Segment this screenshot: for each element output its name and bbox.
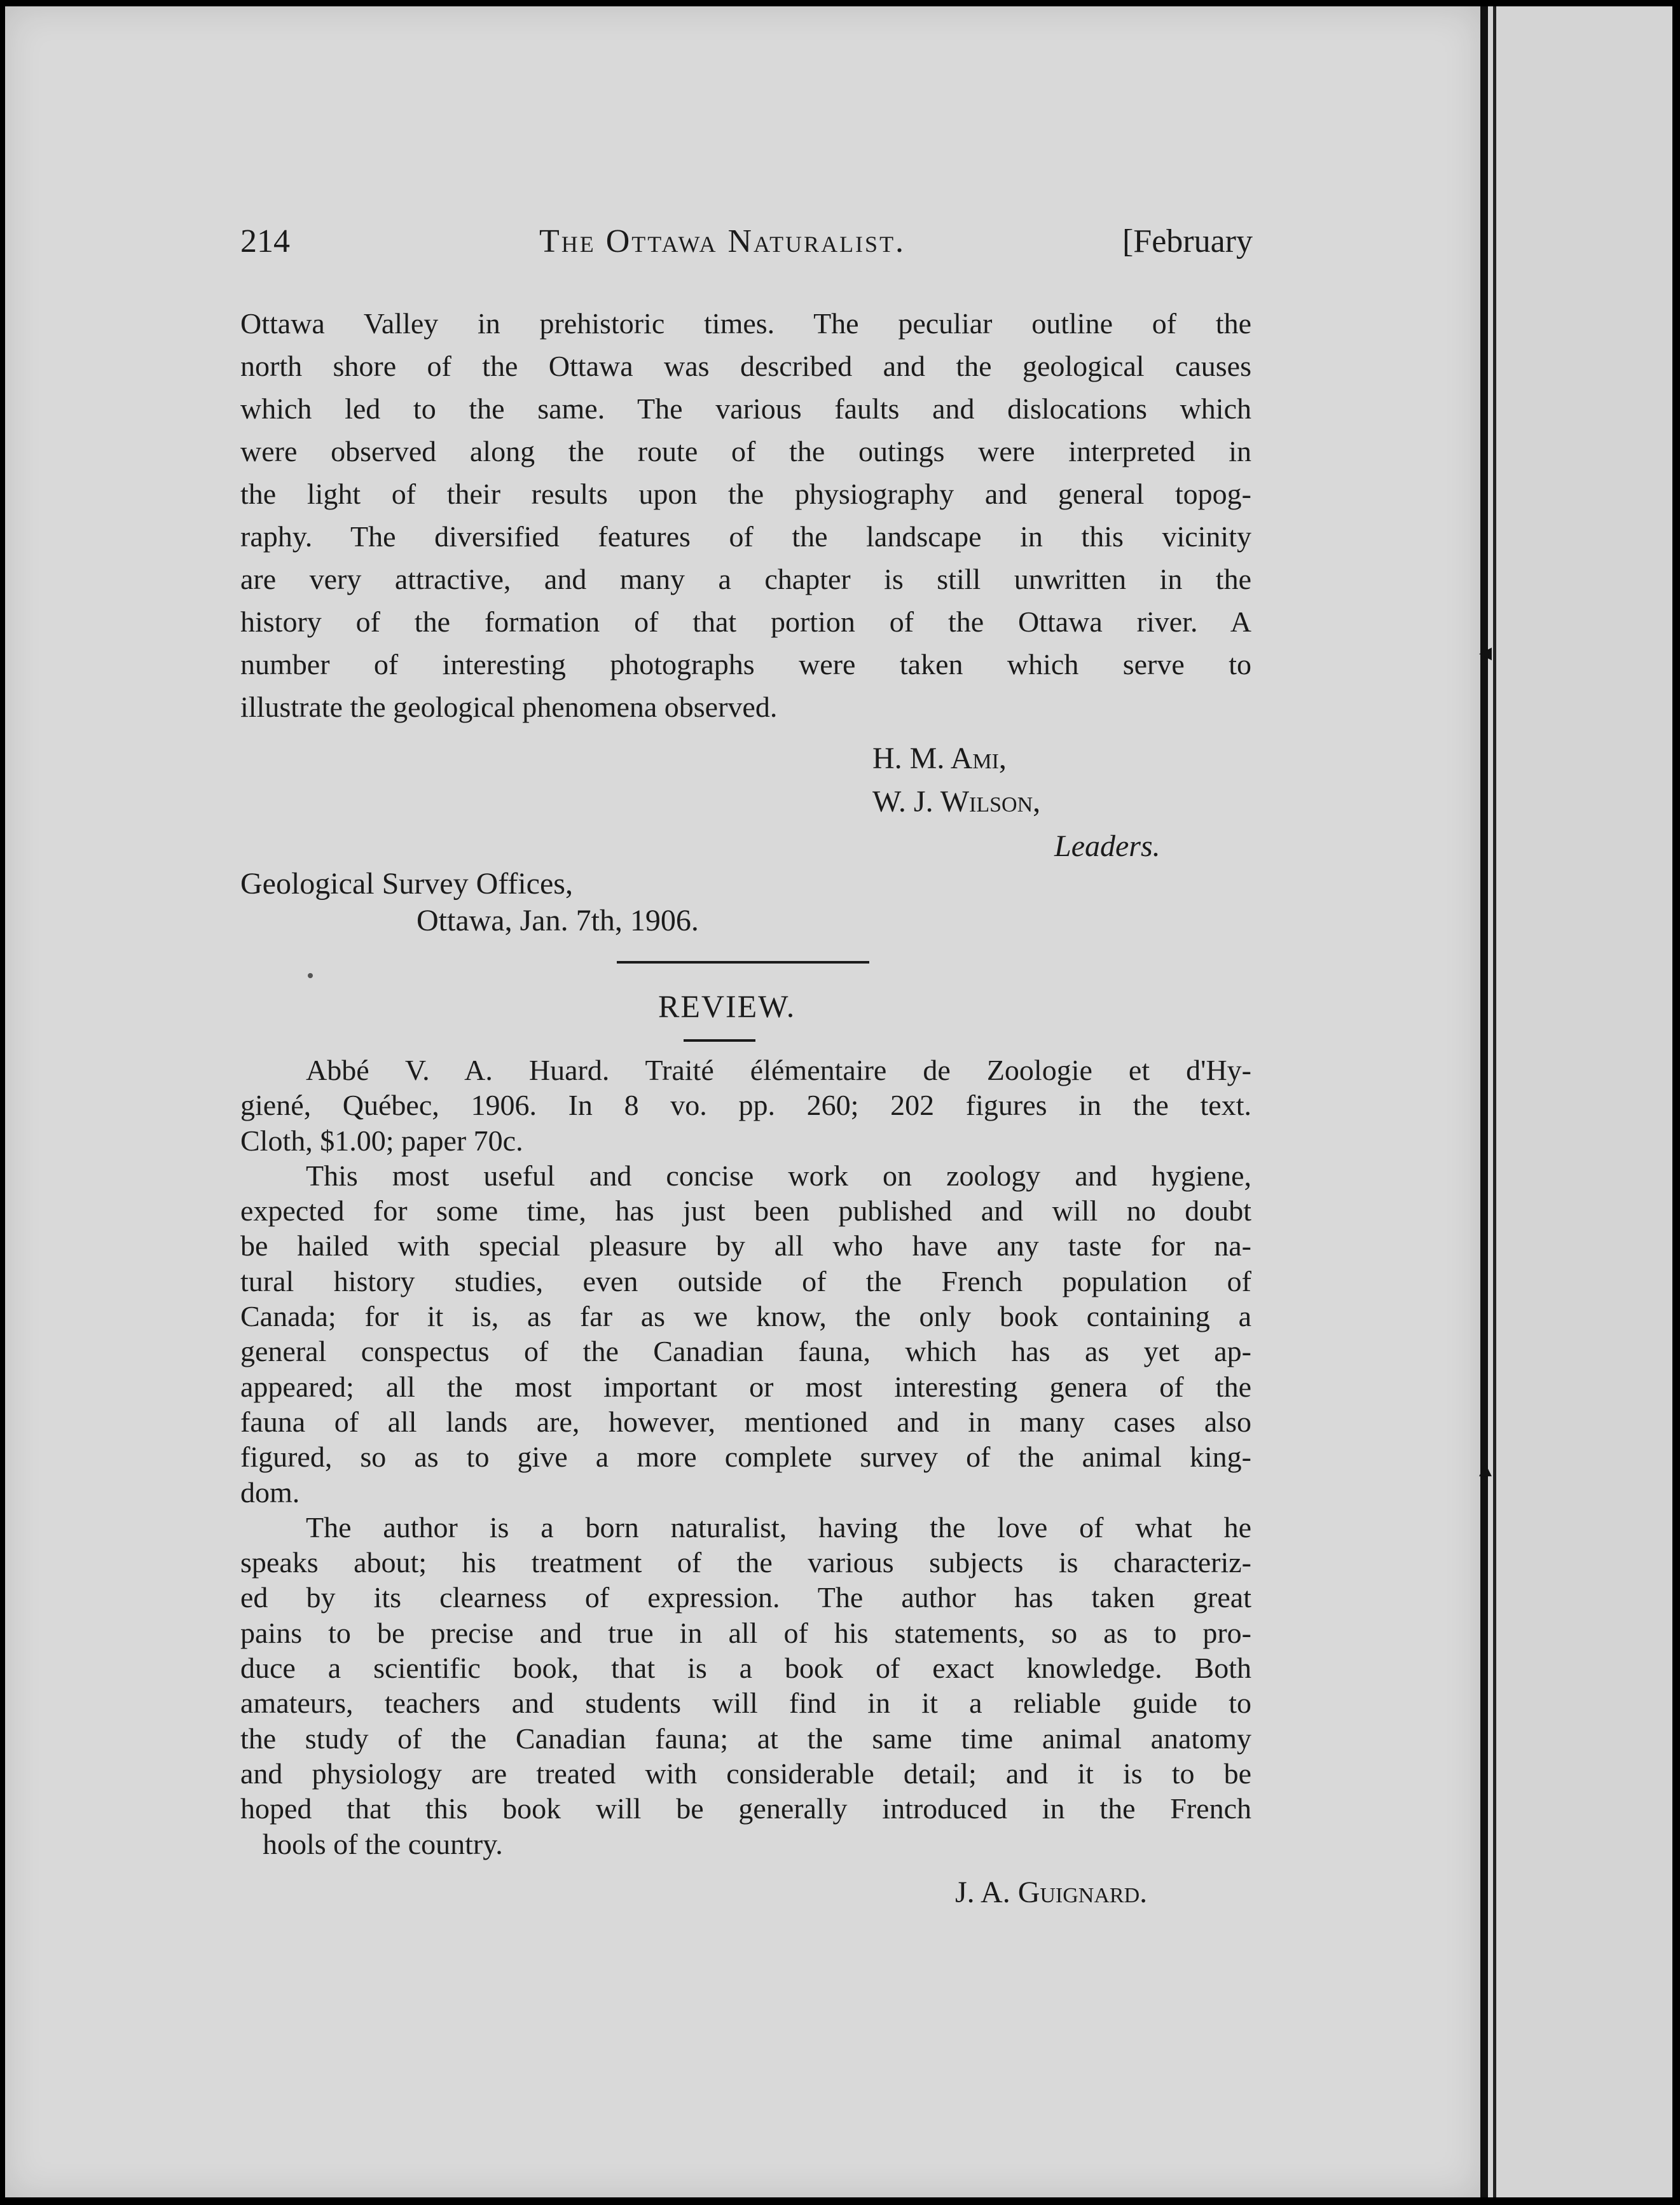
heading-underline <box>684 1039 755 1042</box>
text-line: and physiology are treated with considerable detail; and it is to be <box>240 1757 1251 1790</box>
excursion-report-paragraph <box>240 302 1251 728</box>
text-line: the study of the Canadian fauna; at the same time animal anatomy <box>240 1722 1251 1755</box>
text-line: hoped that this book will be generally introduced in the French <box>240 1792 1251 1825</box>
text-line: were observed along the route of the outings were interpreted in <box>240 435 1251 467</box>
facing-page-rule <box>1493 6 1496 2197</box>
text-line: general conspectus of the Canadian fauna, which has as yet ap- <box>240 1335 1251 1368</box>
text-line: be hailed with special pleasure by all who have any taste for na- <box>240 1229 1251 1262</box>
text-line: speaks about; his treatment of the various subjects is characteriz- <box>240 1546 1251 1579</box>
text-line: dom. <box>240 1476 300 1509</box>
text-line: hools of the country. <box>263 1827 503 1860</box>
reviewer-signature: J. A. Guignard. <box>955 1876 1148 1909</box>
text-line: north shore of the Ottawa was described and the geological causes <box>240 350 1251 382</box>
text-line: The author is a born naturalist, having the love of what he <box>306 1510 1251 1544</box>
section-divider <box>617 961 869 964</box>
edge-tick-mark: ◀ <box>1479 644 1492 663</box>
text-line: tural history studies, even outside of the French population of <box>240 1264 1251 1297</box>
text-line: This most useful and concise work on zoology and hygiene, <box>306 1159 1251 1192</box>
text-line: duce a scientific book, that is a book of exact knowledge. Both <box>240 1652 1251 1685</box>
text-line: fauna of all lands are, however, mentioned and in many cases also <box>240 1405 1251 1438</box>
text-line: are very attractive, and many a chapter is still unwritten in the <box>240 563 1251 595</box>
running-head-month: [February <box>1122 223 1253 259</box>
text-line: ed by its clearness of expression. The author has taken great <box>240 1581 1251 1614</box>
facing-page-edge <box>1488 6 1672 2197</box>
text-line: the light of their results upon the physiography and general topog- <box>240 478 1251 510</box>
page-number: 214 <box>240 223 290 259</box>
review-heading: REVIEW. <box>658 988 796 1024</box>
scan-speck <box>308 973 313 978</box>
edge-tick-mark: ▲ <box>1479 1460 1492 1479</box>
text-line: Ottawa Valley in prehistoric times. The peculiar outline of the <box>240 307 1251 340</box>
leaders-label: Leaders. <box>1054 829 1160 863</box>
binding-gutter <box>1480 6 1488 2197</box>
text-line: number of interesting photographs were taken which serve to <box>240 648 1251 681</box>
text-line: Canada; for it is, as far as we know, the only book containing a <box>240 1300 1251 1333</box>
citation-line: Abbé V. A. Huard. Traité élémentaire de Zoologie et d'Hy- <box>306 1054 1251 1086</box>
text-line: raphy. The diversified features of the landscape in this vicinity <box>240 520 1251 553</box>
citation-line: Cloth, $1.00; paper 70c. <box>240 1124 523 1157</box>
text-line: which led to the same. The various faults and dislocations which <box>240 392 1251 425</box>
review-text <box>240 1053 1251 1862</box>
text-line: amateurs, teachers and students will find in it a reliable guide to <box>240 1687 1251 1720</box>
text-line: illustrate the geological phenomena observed. <box>240 691 778 723</box>
text-line: pains to be precise and true in all of his statements, so as to pro- <box>240 1616 1251 1649</box>
office-address: Geological Survey Offices, <box>240 867 573 901</box>
citation-line: giené, Québec, 1906. In 8 vo. pp. 260; 202 figures in the text. <box>240 1089 1251 1122</box>
running-head <box>240 223 1253 267</box>
text-line: appeared; all the most important or most interesting genera of the <box>240 1370 1251 1403</box>
dateline: Ottawa, Jan. 7th, 1906. <box>417 904 699 937</box>
text-line: expected for some time, has just been published and will no doubt <box>240 1194 1251 1227</box>
text-line: history of the formation of that portion of the Ottawa river. A <box>240 605 1251 638</box>
text-line: figured, so as to give a more complete survey of the animal king- <box>240 1441 1251 1474</box>
leader-signature: H. M. Ami, <box>872 742 1007 775</box>
journal-title: The Ottawa Naturalist. <box>539 223 906 259</box>
leader-signature: W. J. Wilson, <box>872 785 1041 819</box>
